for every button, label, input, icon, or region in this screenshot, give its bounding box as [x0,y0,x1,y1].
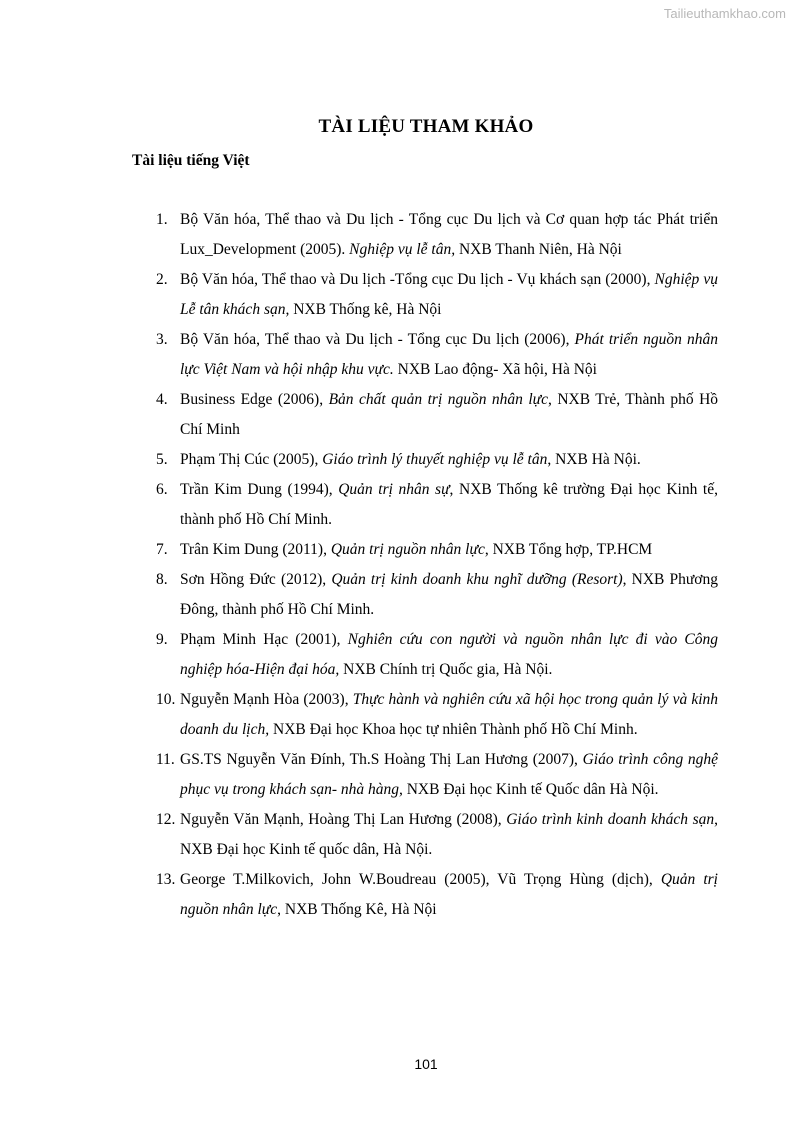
reference-number: 9. [156,631,168,648]
reference-publisher: , NXB Phương Đông, thành phố Hồ Chí Minh. [180,571,719,618]
reference-item [130,535,718,565]
reference-publisher: NXB Lao động- Xã hội, Hà Nội [393,361,597,378]
reference-title: Nghiệp vụ Lễ tân khách sạn, [180,271,718,318]
reference-number: 7. [156,541,168,558]
reference-publisher: , NXB Thống kê trường Đại học Kinh tế, thành phố Hồ Chí Minh. [180,481,718,528]
reference-authors: Bộ Văn hóa, Thể thao và Du lịch - Tổng cục Du lịch (2006), [180,331,575,348]
reference-authors: Trần Kim Dung (1994), [180,481,339,498]
reference-publisher: , NXB Hà Nội. [547,451,641,468]
reference-authors: Phạm Thị Cúc (2005), [180,451,323,468]
reference-number: 11. [156,751,175,768]
reference-authors: Bộ Văn hóa, Thể thao và Du lịch -Tổng cục Du lịch - Vụ khách sạn (2000), [180,271,655,288]
reference-authors: Business Edge (2006), [180,391,329,408]
reference-title: Quản trị nguồn nhân lực [180,871,718,918]
reference-item [130,625,718,685]
reference-number: 2. [156,271,168,288]
reference-title: Quản trị kinh doanh khu nghĩ dưỡng (Resort) [331,571,623,588]
reference-publisher: , NXB Trẻ, Thành phố Hồ Chí Minh [180,391,719,438]
reference-number: 10. [156,691,176,708]
reference-item [130,685,718,745]
reference-item [130,325,718,385]
reference-item [130,565,718,625]
reference-title: Giáo trình lý thuyết nghiệp vụ lễ tân [322,451,548,468]
reference-number: 4. [156,391,168,408]
page-number: 101 [414,1056,438,1072]
reference-item [130,205,718,265]
reference-number: 13. [156,871,176,888]
reference-item [130,865,718,925]
reference-title: Bản chất quản trị nguồn nhân lực [328,391,549,408]
reference-item [130,385,718,445]
reference-authors: Trân Kim Dung (2011), [180,541,331,558]
reference-authors: Bộ Văn hóa, Thể thao và Du lịch - Tổng cục Du lịch và Cơ quan hợp tác Phát triển Lux_Development (2005). [180,211,718,258]
reference-item [130,445,718,475]
reference-authors: Sơn Hồng Đức (2012), [180,571,332,588]
reference-publisher: NXB Thống kê, Hà Nội [289,301,442,318]
reference-publisher: , NXB Tổng hợp, TP.HCM [484,541,653,558]
reference-title: Nghiên cứu con người và nguồn nhân lực đi vào Công nghiệp hóa-Hiện đại hóa, [180,631,718,678]
reference-number: 3. [156,331,168,348]
section-heading: Tài liệu tiếng Việt [132,152,250,169]
reference-publisher: , NXB Thống Kê, Hà Nội [277,901,437,918]
reference-authors: GS.TS Nguyễn Văn Đính, Th.S Hoàng Thị Lan Hương (2007), [180,751,583,768]
reference-title: Giáo trình kinh doanh khách sạn [506,811,715,828]
reference-publisher: NXB Đại học Khoa học tự nhiên Thành phố Hồ Chí Minh. [269,721,638,738]
reference-publisher: NXB Chính trị Quốc gia, Hà Nội. [339,661,553,678]
reference-publisher: NXB Đại học Kinh tế Quốc dân Hà Nội. [402,781,659,798]
reference-number: 12. [156,811,176,828]
reference-title: Quản trị nhân sự [338,481,450,498]
reference-authors: Nguyễn Văn Mạnh, Hoàng Thị Lan Hương (2008), [180,811,507,828]
reference-number: 8. [156,571,168,588]
reference-publisher: NXB Thanh Niên, Hà Nội [455,241,622,258]
reference-item [130,475,718,535]
reference-authors: Nguyễn Mạnh Hòa (2003), [180,691,353,708]
reference-number: 6. [156,481,168,498]
reference-item [130,745,718,805]
watermark: Tailieuthamkhao.com [663,6,786,21]
reference-number: 1. [156,211,168,228]
reference-title: Nghiệp vụ lễ tân, [349,241,456,258]
reference-title: Quản trị nguồn nhân lực [330,541,485,558]
reference-authors: Phạm Minh Hạc (2001), [180,631,348,648]
reference-list [130,205,718,925]
reference-item [130,265,718,325]
reference-number: 5. [156,451,168,468]
reference-title: Thực hành và nghiên cứu xã hội học trong quản lý và kinh doanh du lịch, [180,691,718,738]
reference-publisher: , NXB Đại học Kinh tế quốc dân, Hà Nội. [180,811,718,858]
reference-authors: George T.Milkovich, John W.Boudreau (2005), Vũ Trọng Hùng (dịch), [180,871,661,888]
page-title: TÀI LIỆU THAM KHẢO [318,116,534,137]
reference-title: Phát triển nguồn nhân lực Việt Nam và hội nhập khu vực. [180,331,718,378]
reference-item [130,805,718,865]
reference-title: Giáo trình công nghệ phục vụ trong khách sạn- nhà hàng, [180,751,718,798]
